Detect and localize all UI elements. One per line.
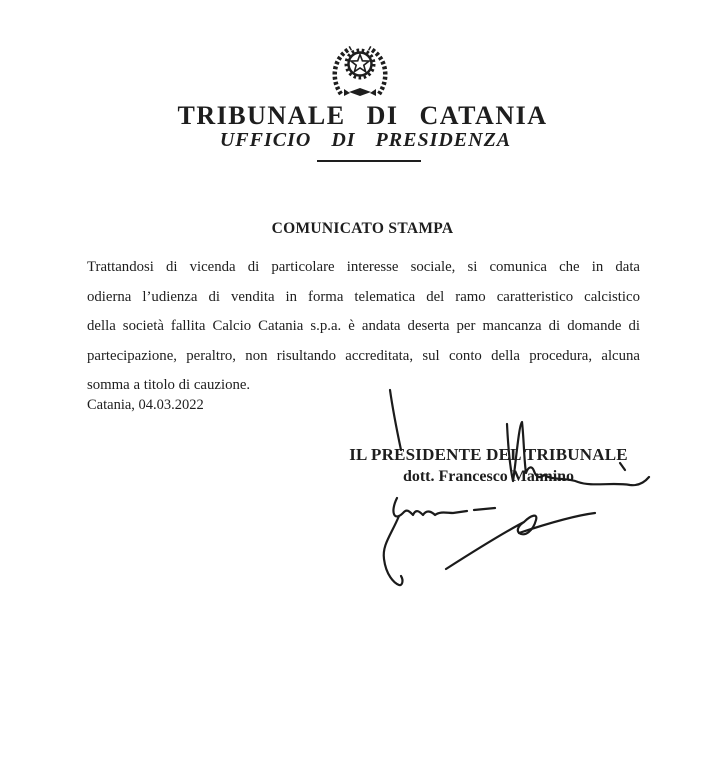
body-line: somma a titolo di cauzione. [87, 377, 251, 393]
court-name: TRIBUNALE DI CATANIA [177, 101, 548, 130]
office-name: UFFICIO DI PRESIDENZA [219, 129, 512, 151]
signer-name: dott. Francesco Mannino [402, 468, 575, 485]
body-line: della società fallita Calcio Catania s.p.a. è andata deserta per mancanza di domande di [87, 318, 640, 334]
italian-republic-emblem-icon [327, 42, 393, 98]
body-line: Trattandosi di vicenda di particolare interesse sociale, si comunica che in data [87, 259, 640, 275]
body-line: odierna l’udienza di vendita in forma telematica del ramo caratteristico calcistico [87, 288, 640, 305]
dateline: Catania, 04.03.2022 [87, 397, 204, 413]
handwritten-signature-icon [368, 385, 668, 590]
body-line: partecipazione, peraltro, non risultando accreditata, sul conto della procedura, alcuna [87, 347, 640, 364]
press-release-title: COMUNICATO STAMPA [271, 220, 454, 237]
body-paragraph [87, 253, 640, 401]
signature-block [346, 444, 631, 487]
signer-role: IL PRESIDENTE DEL TRIBUNALE [349, 445, 628, 464]
header-rule-divider [317, 160, 421, 162]
